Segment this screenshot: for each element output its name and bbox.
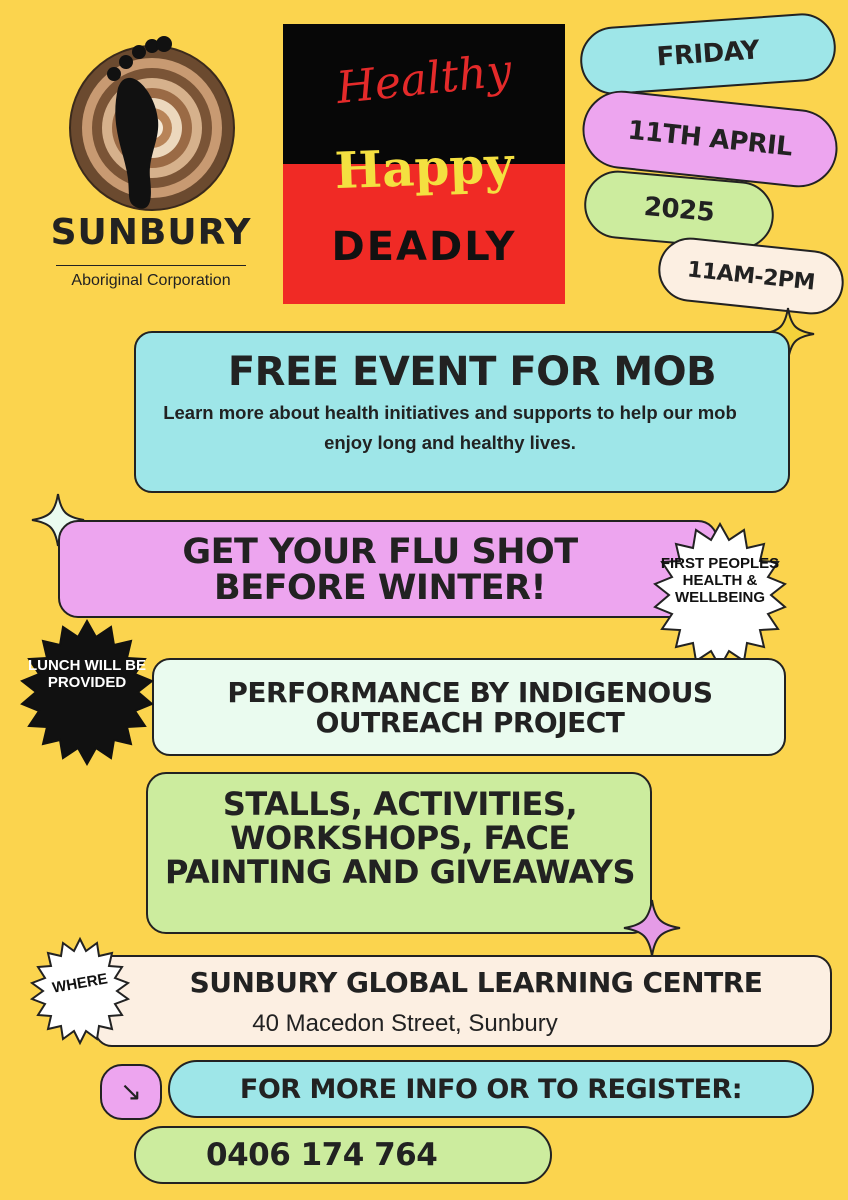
logo-title: SUNBURY — [50, 212, 252, 253]
date-year-pill: 2025 — [581, 168, 776, 252]
logo-subtitle: Aboriginal Corporation — [71, 272, 231, 289]
date-day-pill: FRIDAY — [578, 11, 838, 97]
logo-divider — [56, 265, 246, 266]
date-date-pill: 11TH APRIL — [579, 87, 842, 191]
performance-text: PERFORMANCE BY INDIGENOUS OUTREACH PROJECT — [227, 676, 713, 739]
first-peoples-badge-text: FIRST PEOPLES HEALTH & WELLBEING — [660, 555, 780, 606]
banner-happy: Happy — [333, 134, 515, 201]
venue-name: SUNBURY GLOBAL LEARNING CENTRE — [189, 966, 763, 999]
starburst-badge-icon — [8, 617, 166, 775]
stalls-text: STALLS, ACTIVITIES, WORKSHOPS, FACE PAINTING AND GIVEAWAYS — [164, 785, 636, 891]
banner-healthy: Healthy — [334, 44, 514, 115]
free-event-description: Learn more about health initiatives and supports to help our mob enjoy long and healthy lives. — [163, 402, 737, 453]
date-time-pill: 11AM-2PM — [655, 234, 847, 317]
free-event-title: FREE EVENT FOR MOB — [227, 349, 717, 395]
flu-shot-text: GET YOUR FLU SHOT BEFORE WINTER! — [182, 532, 578, 608]
banner-deadly: DEADLY — [331, 224, 517, 270]
where-badge-text: WHERE — [51, 970, 109, 997]
venue-address: 40 Macedon Street, Sunbury — [252, 1010, 558, 1037]
lunch-badge-text: LUNCH WILL BE PROVIDED — [27, 657, 147, 691]
arrow-down-right-icon[interactable]: ↘ — [100, 1064, 162, 1120]
register-info-label: FOR MORE INFO OR TO REGISTER: — [168, 1060, 814, 1118]
healthy-happy-deadly-banner — [283, 24, 565, 304]
sunbury-logo-footprint-icon — [40, 28, 262, 298]
sparkle-icon — [622, 898, 682, 958]
phone-number[interactable]: 0406 174 764 — [134, 1126, 552, 1184]
